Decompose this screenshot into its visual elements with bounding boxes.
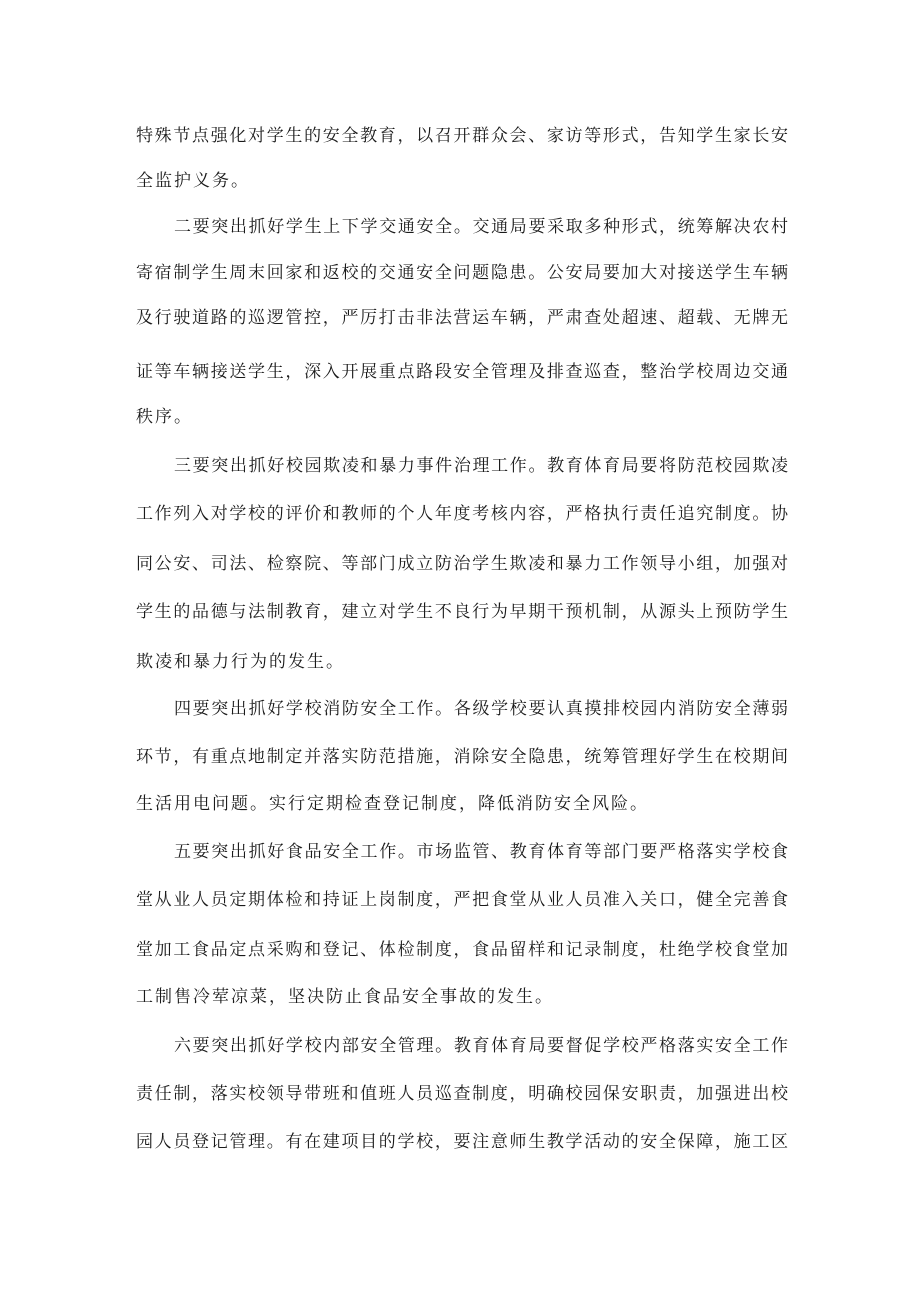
paragraph-line: 五要突出抓好食品安全工作。市场监管、教育体育等部门要严格落实学校食 xyxy=(174,842,788,862)
paragraph-line: 四要突出抓好学校消防安全工作。各级学校要认真摸排校园内消防安全薄弱 xyxy=(174,699,788,719)
paragraph-line: 全监护义务。 xyxy=(136,171,250,191)
paragraph-line: 生活用电问题。实行定期检查登记制度，降低消防安全风险。 xyxy=(136,794,649,814)
paragraph-line: 学生的品德与法制教育，建立对学生不良行为早期干预机制，从源头上预防学生 xyxy=(136,602,788,622)
paragraph-line: 及行驶道路的巡逻管控，严厉打击非法营运车辆，严肃查处超速、超载、无牌无 xyxy=(136,308,788,328)
paragraph-line: 责任制，落实校领导带班和值班人员巡查制度，明确校园保安职责，加强进出校 xyxy=(136,1084,788,1104)
paragraph-line: 秩序。 xyxy=(136,407,193,427)
paragraph-line: 欺凌和暴力行为的发生。 xyxy=(136,652,345,672)
paragraph-line: 工制售冷荤凉菜，坚决防止食品安全事故的发生。 xyxy=(136,987,554,1007)
paragraph-line: 环节，有重点地制定并落实防范措施，消除安全隐患，统筹管理好学生在校期间 xyxy=(136,747,788,767)
paragraph-line: 三要突出抓好校园欺凌和暴力事件治理工作。教育体育局要将防范校园欺凌 xyxy=(174,456,788,476)
paragraph-line: 二要突出抓好学生上下学交通安全。交通局要采取多种形式，统筹解决农村 xyxy=(174,217,788,237)
paragraph-line: 特殊节点强化对学生的安全教育，以召开群众会、家访等形式，告知学生家长安 xyxy=(136,126,788,146)
paragraph-line: 同公安、司法、检察院、等部门成立防治学生欺凌和暴力工作领导小组，加强对 xyxy=(136,554,788,574)
paragraph-line: 园人员登记管理。有在建项目的学校，要注意师生教学活动的安全保障，施工区 xyxy=(136,1132,788,1152)
paragraph-line: 堂加工食品定点采购和登记、体检制度，食品留样和记录制度，杜绝学校食堂加 xyxy=(136,940,788,960)
paragraph-line: 堂从业人员定期体检和持证上岗制度，严把食堂从业人员准入关口，健全完善食 xyxy=(136,890,788,910)
paragraph-line: 六要突出抓好学校内部安全管理。教育体育局要督促学校严格落实安全工作 xyxy=(174,1036,788,1056)
paragraph-line: 寄宿制学生周末回家和返校的交通安全问题隐患。公安局要加大对接送学生车辆 xyxy=(136,263,788,283)
paragraph-line: 证等车辆接送学生，深入开展重点路段安全管理及排查巡查，整治学校周边交通 xyxy=(136,362,788,382)
paragraph-line: 工作列入对学校的评价和教师的个人年度考核内容，严格执行责任追究制度。协 xyxy=(136,504,788,524)
